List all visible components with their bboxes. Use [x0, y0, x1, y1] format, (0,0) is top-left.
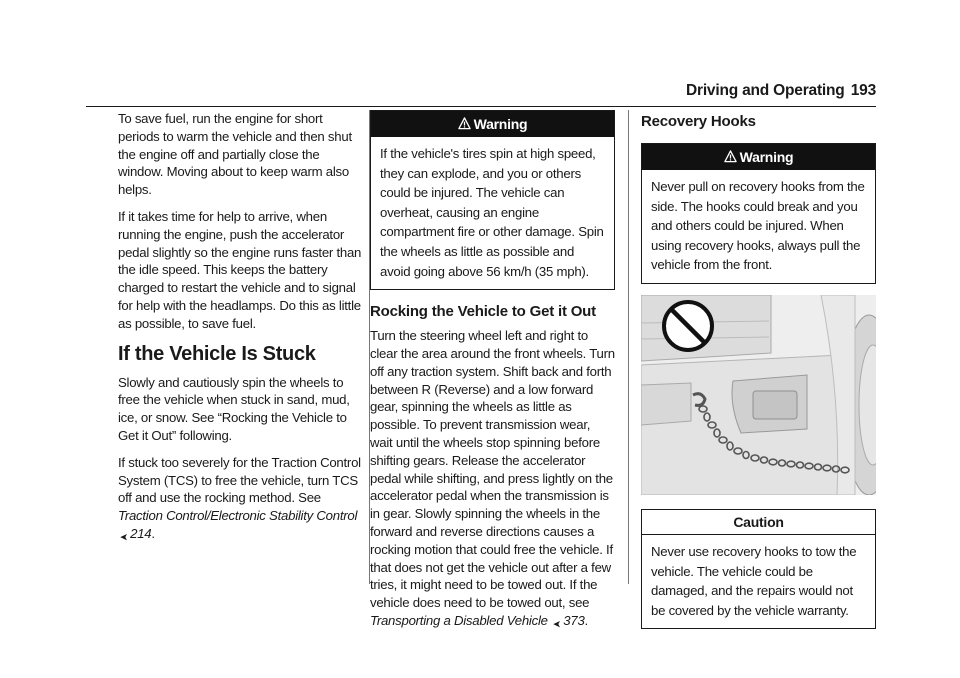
- column-divider-2: [628, 110, 629, 584]
- column-right: [641, 110, 876, 629]
- column-left: [118, 110, 363, 554]
- page-number: 193: [850, 82, 876, 99]
- column-middle: [370, 110, 615, 641]
- page-reference-arrow-icon: ➤: [120, 530, 129, 542]
- warning-title: Warning: [739, 149, 794, 165]
- paragraph-rocking: Turn the steering wheel left and right to clear the area around the front wheels. Turn off any traction system. Shift back and forth between R (Reverse) and a low forward gear, spinning the wheels as little as possible. To prevent transmission wear, wait until the wheels stop spinning before shifting gears. Release the accelerator pedal while shifting, and press lightly on the accelerator pedal when the transmission is in gear. Slowly spinning the wheels in the forward and reverse directions causes a rocking motion that could free the vehicle. If that does not get the vehicle out after a few tries, it might need to be towed out. If the vehicle does need to be towed out, see Transporting a Disabled Vehicle ➤ 373.: [370, 327, 615, 632]
- header-rule: [86, 106, 876, 107]
- paragraph-spin-wheels: Slowly and cautiously spin the wheels to free the vehicle when stuck in sand, mud, ice, or snow. See “Rocking the Vehicle to Get it Out” following.: [118, 374, 350, 443]
- warning-box-recovery-hooks: [641, 143, 876, 284]
- page-reference-arrow-icon: ➤: [553, 617, 562, 629]
- paragraph-idle-speed: If it takes time for help to arrive, when running the engine, push the accelerator pedal slightly so the engine runs faster than the idle speed. This keeps the battery charged to restart the vehicle and to signal for help with the headlamps. Do this as little as possible, to save fuel.: [118, 208, 362, 331]
- warning-header: [371, 111, 614, 137]
- warning-box-tire-spin: [370, 110, 615, 290]
- warning-body: If the vehicle's tires spin at high speed, they can explode, and you or others could be injured. The vehicle can overheat, causing an engine compartment fire or other damage. Spin the wheels as little as possible and avoid going above 56 km/h (35 mph).: [380, 146, 604, 279]
- warning-body: Never pull on recovery hooks from the side. The hooks could break and you and others could be injured. When using recovery hooks, always pull the vehicle from the front.: [651, 179, 865, 273]
- warning-triangle-icon: [724, 150, 737, 163]
- caution-header: Caution: [642, 510, 875, 535]
- section-title: Driving and Operating: [686, 82, 845, 99]
- warning-triangle-icon: [458, 117, 471, 130]
- caution-body: Never use recovery hooks to tow the vehicle. The vehicle could be damaged, and the repairs would not be covered by the vehicle warranty.: [651, 543, 857, 618]
- page-ref-214[interactable]: 214: [130, 525, 152, 541]
- running-header: [686, 82, 876, 104]
- prohibited-sign-icon: [664, 302, 712, 350]
- recovery-hook-illustration: [641, 295, 876, 495]
- heading-recovery-hooks: Recovery Hooks: [641, 113, 756, 130]
- stuck-severely-text: If stuck too severely for the Traction Control System (TCS) to free the vehicle, turn TCS off and use the rocking method. See: [118, 454, 361, 506]
- page-ref-373[interactable]: 373: [563, 612, 585, 628]
- rocking-text: Turn the steering wheel left and right to clear the area around the front wheels. Turn off any traction system. Shift back and forth between R (Reverse) and a low forward gear, spinning the wheels as little as possible. To prevent transmission wear, wait until the wheels stop spinning before shifting gears. Release the accelerator pedal while shifting, and press lightly on the accelerator pedal when the transmission is in gear. Slowly spinning the wheels in the forward and reverse directions causes a rocking motion that could free the vehicle. If that does not get the vehicle out after a few tries, it might need to be towed out. If the vehicle does need to be towed out, see: [370, 328, 615, 611]
- truck-front-drawing: [641, 295, 876, 495]
- paragraph-save-fuel: To save fuel, run the engine for short periods to warm the vehicle and then shut the engine off and partially close the window. Moving about to keep warm also helps.: [118, 111, 352, 198]
- link-transporting-disabled-vehicle[interactable]: Transporting a Disabled Vehicle: [370, 612, 548, 628]
- paragraph-stuck-severely: If stuck too severely for the Traction Control System (TCS) to free the vehicle, turn TCS off and use the rocking method. See Traction Control/Electronic Stability Control ➤ 214.: [118, 454, 363, 545]
- heading-rocking-vehicle: Rocking the Vehicle to Get it Out: [370, 303, 596, 321]
- link-traction-control[interactable]: Traction Control/Electronic Stability Control: [118, 508, 358, 524]
- caution-box-recovery-hooks: [641, 509, 876, 629]
- warning-title: Warning: [473, 116, 528, 132]
- heading-vehicle-stuck: If the Vehicle Is Stuck: [118, 342, 316, 365]
- warning-header: [642, 144, 875, 170]
